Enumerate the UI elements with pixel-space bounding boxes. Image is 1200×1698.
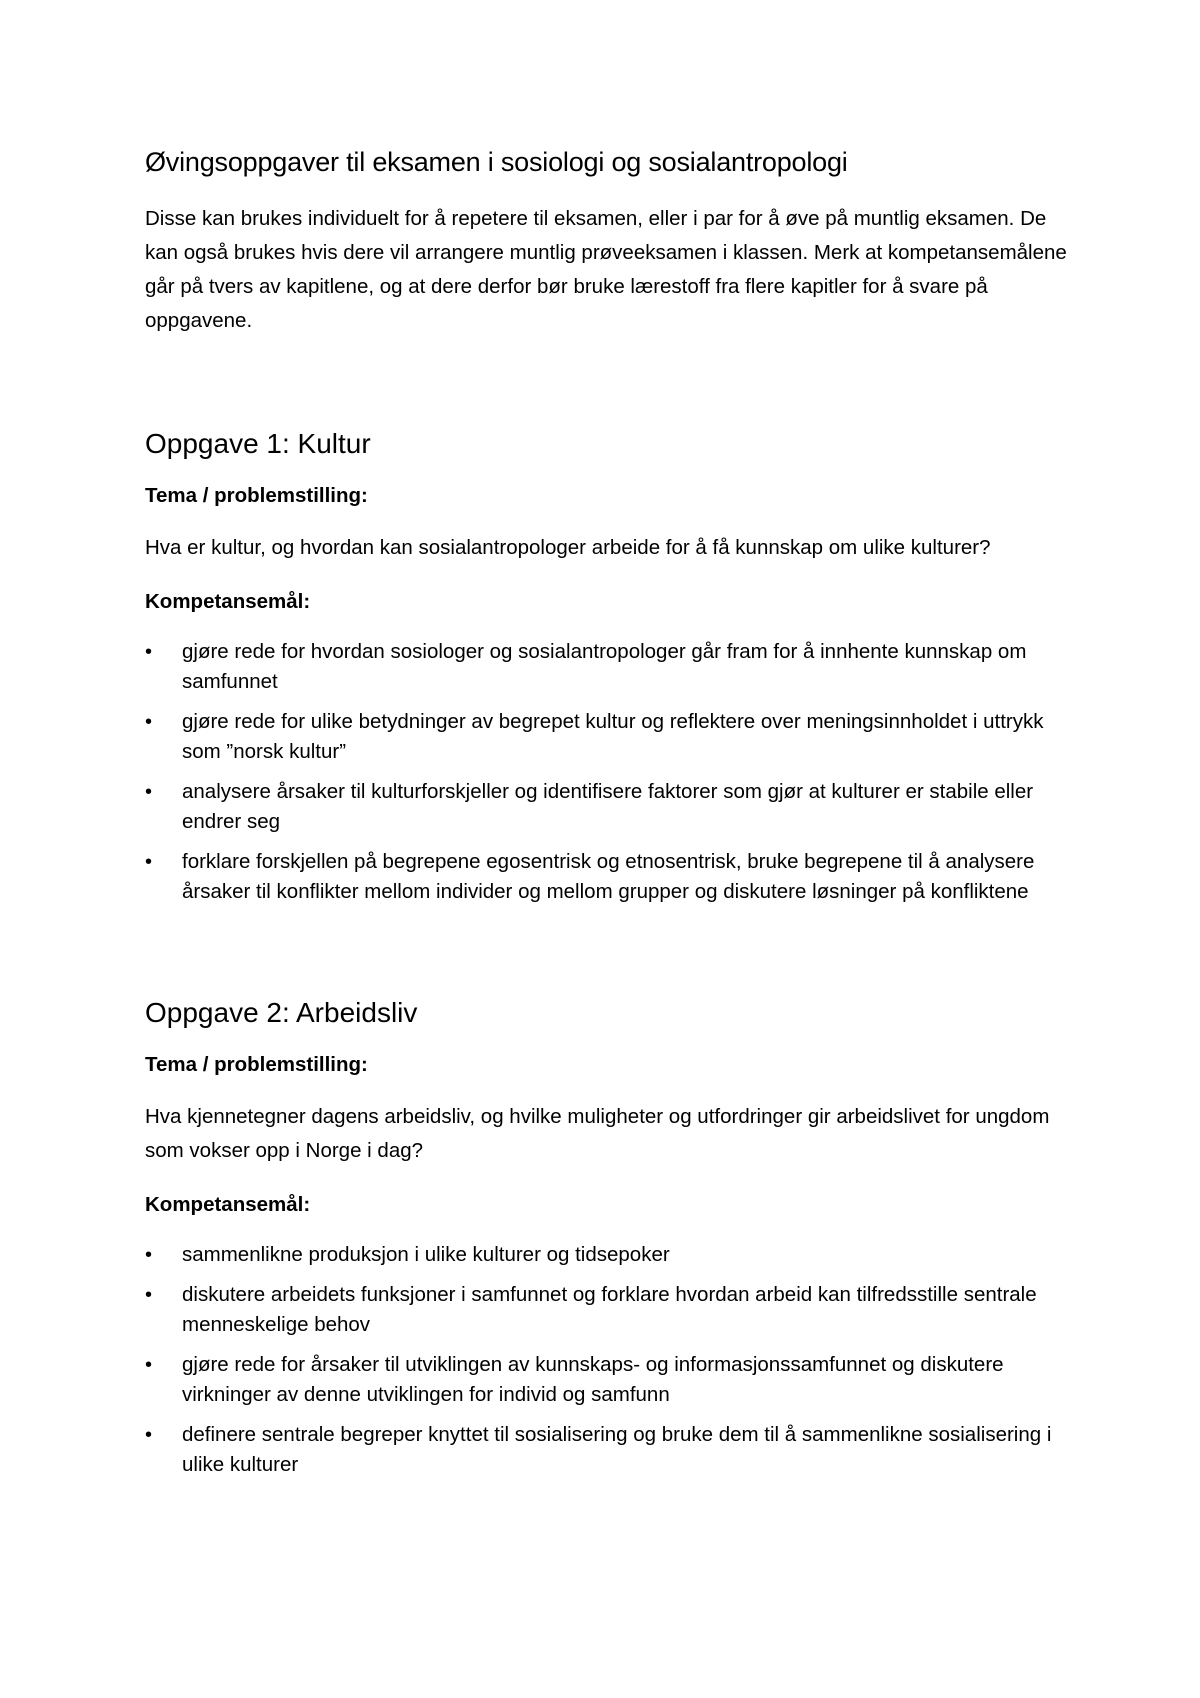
- theme-label: Tema / problemstilling:: [145, 483, 368, 507]
- task-question: Hva kjennetegner dagens arbeidsliv, og hvilke muligheter og utfordringer gir arbeidslivet for ungdom som vokser opp i Norge i dag?: [145, 1104, 1050, 1162]
- bullet-icon: •: [145, 710, 153, 733]
- goal-item: [145, 637, 1075, 697]
- bullet-icon: •: [145, 850, 153, 873]
- goal-item: [145, 777, 1075, 837]
- document-title: Øvingsoppgaver til eksamen i sosiologi og sosialantropologi: [145, 147, 848, 177]
- goal-text: definere sentrale begreper knyttet til sosialisering og bruke dem til å sammenlikne sosialisering i ulike kulturer: [182, 1422, 1052, 1476]
- task-heading: Oppgave 1: Kultur: [145, 427, 371, 459]
- goals-list: [145, 637, 1075, 907]
- goal-text: forklare forskjellen på begrepene egosentrisk og etnosentrisk, bruke begrepene til å analysere årsaker til konflikter mellom individer og mellom grupper og diskutere løsninger på konfliktene: [182, 849, 1035, 903]
- goal-item: [145, 1350, 1075, 1410]
- document-content: [145, 146, 1075, 1490]
- task-section-2: [145, 995, 1075, 1480]
- goal-item: [145, 707, 1075, 767]
- theme-label: Tema / problemstilling:: [145, 1052, 368, 1076]
- task-section-1: [145, 426, 1075, 907]
- bullet-icon: •: [145, 1243, 153, 1266]
- goal-text: gjøre rede for hvordan sosiologer og sosialantropologer går fram for å innhente kunnskap om samfunnet: [182, 639, 1027, 693]
- goals-list: [145, 1240, 1075, 1480]
- goal-text: analysere årsaker til kulturforskjeller og identifisere faktorer som gjør at kulturer er stabile eller endrer seg: [182, 779, 1034, 833]
- goal-item: [145, 1240, 1075, 1270]
- bullet-icon: •: [145, 780, 153, 803]
- task-question: Hva er kultur, og hvordan kan sosialantropologer arbeide for å få kunnskap om ulike kulturer?: [145, 535, 991, 559]
- goals-label: Kompetansemål:: [145, 1192, 311, 1216]
- intro-paragraph: Disse kan brukes individuelt for å repetere til eksamen, eller i par for å øve på muntlig eksamen. De kan også brukes hvis dere vil arrangere muntlig prøveeksamen i klassen. Merk at kompetansemålene går på tvers av kapitlene, og at dere derfor bør bruke lærestoff fra flere kapitler for å svare på oppgavene.: [145, 206, 1067, 332]
- task-heading: Oppgave 2: Arbeidsliv: [145, 996, 418, 1028]
- bullet-icon: •: [145, 1353, 153, 1376]
- goal-text: gjøre rede for ulike betydninger av begrepet kultur og reflektere over meningsinnholdet i uttrykk som ”norsk kultur”: [182, 709, 1044, 763]
- bullet-icon: •: [145, 1283, 153, 1306]
- goal-item: [145, 1420, 1075, 1480]
- goal-item: [145, 847, 1075, 907]
- bullet-icon: •: [145, 1423, 153, 1446]
- goal-text: gjøre rede for årsaker til utviklingen av kunnskaps- og informasjonssamfunnet og diskutere virkninger av denne utviklingen for individ og samfunn: [182, 1352, 1004, 1406]
- goal-text: diskutere arbeidets funksjoner i samfunnet og forklare hvordan arbeid kan tilfredsstille sentrale menneskelige behov: [182, 1282, 1037, 1336]
- bullet-icon: •: [145, 640, 153, 663]
- goals-label: Kompetansemål:: [145, 589, 311, 613]
- goal-text: sammenlikne produksjon i ulike kulturer og tidsepoker: [182, 1242, 670, 1266]
- goal-item: [145, 1280, 1075, 1340]
